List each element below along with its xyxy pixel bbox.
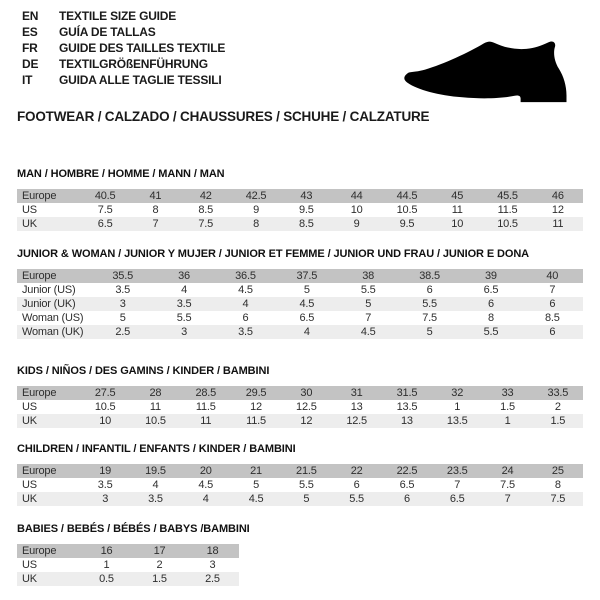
size-cell: 7 xyxy=(152,218,159,230)
size-cell: 45.5 xyxy=(497,190,518,202)
size-cell: 6 xyxy=(353,479,360,491)
size-cell: 1.5 xyxy=(152,573,167,585)
size-cell: 7 xyxy=(454,479,461,491)
size-cell: 6.5 xyxy=(97,218,113,230)
table-row xyxy=(17,558,239,572)
table-row xyxy=(17,189,583,203)
size-cell: 5.5 xyxy=(349,493,364,505)
size-cell: 11 xyxy=(200,415,212,427)
size-cell: 2 xyxy=(156,559,163,571)
size-table xyxy=(17,544,239,586)
size-cell: 1 xyxy=(454,401,461,413)
row-label: Woman (UK) xyxy=(22,326,84,338)
size-cell: 5 xyxy=(253,479,259,491)
language-code: ES xyxy=(22,25,38,39)
size-cell: 5 xyxy=(365,298,372,310)
size-cell: 11 xyxy=(149,401,161,413)
size-cell: 10.5 xyxy=(94,401,116,413)
row-label: Europe xyxy=(22,270,57,282)
row-label: Junior (US) xyxy=(22,284,76,296)
size-table-section-babies xyxy=(17,523,583,586)
size-cell: 42 xyxy=(199,190,212,202)
size-cell: 6.5 xyxy=(449,493,465,505)
category-title: FOOTWEAR / CALZADO / CHAUSSURES / SCHUHE / CALZATURE xyxy=(17,109,430,124)
size-cell: 9.5 xyxy=(298,204,314,216)
row-label: UK xyxy=(22,493,37,505)
size-cell: 12 xyxy=(250,401,262,413)
size-cell: 3.5 xyxy=(97,479,113,491)
size-cell: 4.5 xyxy=(198,479,214,491)
row-label: Europe xyxy=(22,387,57,399)
size-cell: 28.5 xyxy=(195,387,217,399)
table-row xyxy=(17,325,583,339)
language-title: GUÍA DE TALLAS xyxy=(59,25,156,39)
size-cell: 6 xyxy=(549,298,556,310)
size-cell: 7 xyxy=(365,312,372,324)
size-cell: 27.5 xyxy=(94,387,116,399)
language-row xyxy=(22,40,225,56)
table-title: BABIES / BEBÉS / BÉBÉS / BABYS /BAMBINI xyxy=(17,523,250,535)
size-cell: 6 xyxy=(487,298,494,310)
size-cell: 28 xyxy=(149,387,162,399)
size-cell: 11.5 xyxy=(497,204,518,216)
size-cell: 8 xyxy=(487,312,494,324)
language-row xyxy=(22,24,225,40)
table-title: JUNIOR & WOMAN / JUNIOR Y MUJER / JUNIOR ET FEMME / JUNIOR UND FRAU / JUNIOR E DONA xyxy=(17,248,530,260)
size-cell: 5.5 xyxy=(422,298,437,310)
size-cell: 4 xyxy=(152,479,159,491)
size-cell: 6 xyxy=(549,326,556,338)
size-cell: 3.5 xyxy=(176,298,192,310)
size-cell: 1 xyxy=(103,559,110,571)
size-cell: 1.5 xyxy=(500,401,515,413)
row-label: US xyxy=(22,204,37,216)
row-label: US xyxy=(22,559,37,571)
size-cell: 10.5 xyxy=(145,415,166,427)
size-cell: 4.5 xyxy=(360,326,376,338)
size-cell: 11 xyxy=(552,218,564,230)
size-cell: 3.5 xyxy=(148,493,163,505)
size-cell: 8.5 xyxy=(298,218,314,230)
row-label: Junior (UK) xyxy=(22,298,76,310)
table-row xyxy=(17,572,239,586)
size-cell: 45 xyxy=(451,190,464,202)
size-cell: 13.5 xyxy=(446,415,468,427)
table-row xyxy=(17,464,583,478)
size-cell: 33 xyxy=(501,387,514,399)
size-cell: 10.5 xyxy=(396,204,418,216)
size-cell: 4 xyxy=(202,493,209,505)
language-code: FR xyxy=(22,41,38,55)
size-cell: 39 xyxy=(485,270,497,282)
table-row xyxy=(17,544,239,558)
size-cell: 3.5 xyxy=(115,284,131,296)
size-cell: 5.5 xyxy=(176,312,192,324)
language-row xyxy=(22,56,225,72)
table-row xyxy=(17,478,583,492)
language-row xyxy=(22,8,225,24)
size-table xyxy=(17,386,583,428)
row-label: UK xyxy=(22,415,37,427)
size-cell: 38 xyxy=(362,270,375,282)
language-title: TEXTILGRÖßENFÜHRUNG xyxy=(59,57,208,71)
size-cell: 13 xyxy=(401,415,413,427)
size-cell: 37.5 xyxy=(296,270,318,282)
size-table-section-junior-woman xyxy=(17,248,583,339)
size-cell: 2.5 xyxy=(115,326,131,338)
size-cell: 3.5 xyxy=(238,326,253,338)
size-cell: 31 xyxy=(350,387,363,399)
language-code: IT xyxy=(22,73,33,87)
size-cell: 7.5 xyxy=(422,312,437,324)
table-row xyxy=(17,492,583,506)
size-cell: 21 xyxy=(250,465,262,477)
size-cell: 38.5 xyxy=(419,270,440,282)
table-row xyxy=(17,386,583,400)
table-title: CHILDREN / INFANTIL / ENFANTS / KINDER / BAMBINI xyxy=(17,443,296,455)
language-code: EN xyxy=(22,9,39,23)
language-row xyxy=(22,72,225,88)
size-cell: 30 xyxy=(300,387,313,399)
row-label: Europe xyxy=(22,190,57,202)
size-cell: 11.5 xyxy=(195,401,216,413)
size-cell: 11 xyxy=(451,204,463,216)
language-code: DE xyxy=(22,57,39,71)
size-cell: 8 xyxy=(152,204,159,216)
table-row xyxy=(17,297,583,311)
row-label: UK xyxy=(22,218,37,230)
language-header xyxy=(22,8,225,88)
size-table xyxy=(17,464,583,506)
size-cell: 13 xyxy=(350,401,363,413)
table-row xyxy=(17,414,583,428)
row-label: UK xyxy=(22,573,37,585)
size-cell: 21.5 xyxy=(296,465,317,477)
size-cell: 4 xyxy=(181,284,188,296)
size-cell: 13.5 xyxy=(396,401,418,413)
size-cell: 7.5 xyxy=(550,493,566,505)
size-cell: 17 xyxy=(153,545,166,557)
size-cell: 22.5 xyxy=(396,465,418,477)
size-cell: 6.5 xyxy=(299,312,315,324)
size-cell: 2 xyxy=(554,401,561,413)
size-cell: 42.5 xyxy=(245,190,267,202)
size-cell: 7 xyxy=(549,284,556,296)
size-cell: 9 xyxy=(353,218,360,230)
size-cell: 4 xyxy=(303,326,310,338)
size-cell: 7.5 xyxy=(97,204,113,216)
size-cell: 40 xyxy=(546,270,559,282)
size-cell: 9 xyxy=(253,204,259,216)
size-cell: 6.5 xyxy=(483,284,499,296)
size-cell: 6 xyxy=(426,284,433,296)
size-cell: 7.5 xyxy=(500,479,515,491)
size-cell: 8.5 xyxy=(198,204,214,216)
table-title: MAN / HOMBRE / HOMME / MANN / MAN xyxy=(17,168,225,180)
size-cell: 32 xyxy=(451,387,464,399)
size-cell: 3 xyxy=(209,559,216,571)
size-cell: 11.5 xyxy=(246,415,266,427)
size-cell: 5 xyxy=(119,312,126,324)
row-label: US xyxy=(22,479,37,491)
size-cell: 20 xyxy=(199,465,212,477)
size-cell: 6 xyxy=(242,312,249,324)
size-cell: 4.5 xyxy=(238,284,253,296)
table-row xyxy=(17,217,583,231)
size-cell: 33.5 xyxy=(547,387,569,399)
size-cell: 9.5 xyxy=(399,218,415,230)
size-cell: 29.5 xyxy=(245,387,267,399)
size-cell: 23.5 xyxy=(446,465,468,477)
size-cell: 44 xyxy=(350,190,363,202)
shoe-icon xyxy=(392,18,590,104)
size-cell: 18 xyxy=(206,545,219,557)
size-cell: 12.5 xyxy=(346,415,367,427)
size-cell: 43 xyxy=(300,190,313,202)
size-cell: 46 xyxy=(551,190,564,202)
size-table xyxy=(17,189,583,231)
size-cell: 19 xyxy=(99,465,112,477)
size-cell: 3 xyxy=(102,493,109,505)
size-cell: 36.5 xyxy=(235,270,256,282)
size-cell: 1.5 xyxy=(550,415,566,427)
size-cell: 12 xyxy=(551,204,564,216)
row-label: Europe xyxy=(22,465,57,477)
size-table-section-kids xyxy=(17,365,583,428)
size-cell: 5 xyxy=(303,493,310,505)
language-title: GUIDA ALLE TAGLIE TESSILI xyxy=(59,73,222,87)
size-cell: 19.5 xyxy=(145,465,166,477)
size-cell: 44.5 xyxy=(396,190,418,202)
size-cell: 1 xyxy=(504,415,511,427)
row-label: Woman (US) xyxy=(22,312,84,324)
size-cell: 4 xyxy=(242,298,249,310)
size-cell: 25 xyxy=(551,465,564,477)
size-cell: 3 xyxy=(119,298,126,310)
size-cell: 22 xyxy=(350,465,363,477)
size-cell: 36 xyxy=(178,270,190,282)
size-cell: 10.5 xyxy=(497,218,518,230)
size-cell: 5 xyxy=(303,284,310,296)
size-cell: 5.5 xyxy=(360,284,376,296)
size-cell: 8.5 xyxy=(544,312,560,324)
size-cell: 24 xyxy=(501,465,514,477)
size-cell: 16 xyxy=(100,545,113,557)
language-title: GUIDE DES TAILLES TEXTILE xyxy=(59,41,226,55)
size-cell: 6.5 xyxy=(399,479,415,491)
size-cell: 10 xyxy=(451,218,464,230)
table-row xyxy=(17,203,583,217)
size-table xyxy=(17,269,583,339)
size-table-section-children xyxy=(17,443,583,506)
size-cell: 35.5 xyxy=(112,270,133,282)
size-cell: 40.5 xyxy=(94,190,116,202)
row-label: US xyxy=(22,401,37,413)
size-cell: 10 xyxy=(350,204,363,216)
table-row xyxy=(17,269,583,283)
size-cell: 0.5 xyxy=(99,573,114,585)
size-cell: 7.5 xyxy=(198,218,214,230)
size-cell: 3 xyxy=(181,326,188,338)
language-title: TEXTILE SIZE GUIDE xyxy=(59,9,177,23)
size-cell: 8 xyxy=(554,479,561,491)
size-cell: 12 xyxy=(300,415,313,427)
size-table-section-man xyxy=(17,168,583,231)
size-cell: 10 xyxy=(99,415,112,427)
size-cell: 8 xyxy=(253,218,259,230)
size-cell: 2.5 xyxy=(205,573,220,585)
size-cell: 5 xyxy=(426,326,433,338)
table-title: KIDS / NIÑOS / DES GAMINS / KINDER / BAMBINI xyxy=(17,365,270,377)
size-cell: 41 xyxy=(149,190,162,202)
table-row xyxy=(17,283,583,297)
size-cell: 5.5 xyxy=(298,479,314,491)
size-cell: 7 xyxy=(504,493,511,505)
size-cell: 12.5 xyxy=(296,401,317,413)
row-label: Europe xyxy=(22,545,57,557)
size-cell: 31.5 xyxy=(396,387,418,399)
table-row xyxy=(17,400,583,414)
size-cell: 6 xyxy=(403,493,410,505)
table-row xyxy=(17,311,583,325)
size-cell: 4.5 xyxy=(248,493,264,505)
size-cell: 5.5 xyxy=(483,326,499,338)
size-cell: 4.5 xyxy=(299,298,315,310)
